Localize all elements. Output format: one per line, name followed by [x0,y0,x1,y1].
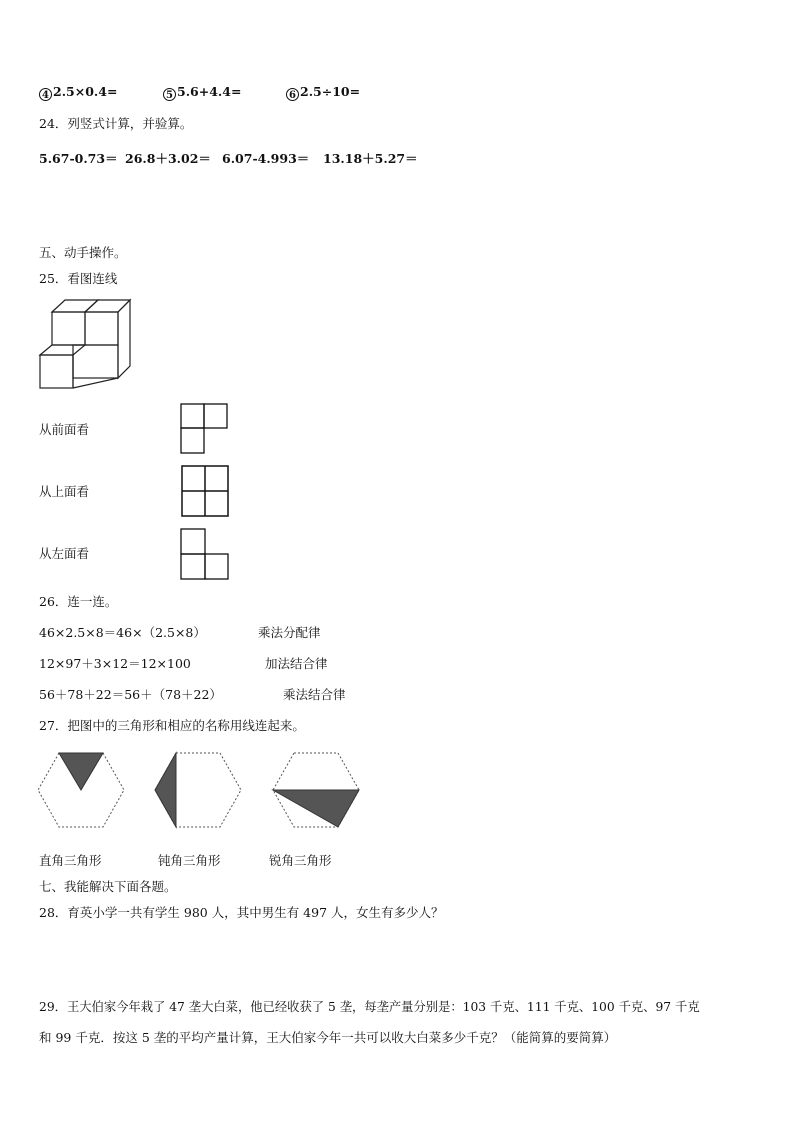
question-24-title: 24．列竖式计算，并验算。 [39,116,193,131]
triangle-label-right[interactable]: 直角三角形 [39,853,102,868]
view-label-left: 从左面看 [39,546,90,561]
match-left-1[interactable]: 46×2.5×8＝46×（2.5×8） [39,625,206,640]
hexagon-right-triangle[interactable] [38,750,128,830]
question-29-line-1: 29．王大伯家今年栽了 47 垄大白菜，他已经收获了 5 垄，每垄产量分别是：103 千克、111 千克、100 千克、97 千克 [39,1000,700,1014]
match-right-2[interactable]: 加法结合律 [265,656,328,671]
view-label-top: 从上面看 [39,484,90,499]
vertical-calc-expr-1: 5.67-0.73＝ [39,151,118,166]
expression: 5.6+4.4= [177,84,242,99]
question-27-title: 27．把图中的三角形和相应的名称用线连起来。 [39,718,305,733]
expression: 2.5÷10= [300,84,361,99]
triangle-label-acute[interactable]: 锐角三角形 [269,853,332,868]
vertical-calc-expr-3: 6.07-4.993＝ [222,151,310,166]
match-left-3[interactable]: 56＋78＋22＝56＋（78＋22） [39,687,222,702]
oral-calc-item-5 [163,84,241,101]
view-label-front: 从前面看 [39,422,90,437]
view-shape-b[interactable] [180,464,230,518]
match-left-2[interactable]: 12×97＋3×12＝12×100 [39,656,191,671]
question-26-title: 26．连一连。 [39,594,118,609]
question-28-text: 28．育英小学一共有学生 980 人，其中男生有 497 人，女生有多少人？ [39,905,444,920]
circled-number: 6 [286,88,299,101]
section-5-heading: 五、动手操作。 [39,245,127,260]
vertical-calc-expr-2: 26.8＋3.02＝ [125,151,211,166]
circled-number: 4 [39,88,52,101]
view-shape-a[interactable] [180,403,228,455]
oral-calc-item-4 [39,84,117,101]
section-7-heading: 七、我能解决下面各题。 [39,879,177,894]
question-29-line-2: 和 99 千克．按这 5 垄的平均产量计算，王大伯家今年一共可以收大白菜多少千克？（能简算的要简算） [39,1030,617,1045]
expression: 2.5×0.4= [53,84,118,99]
cube-stack-figure [38,298,130,394]
hexagon-acute-triangle[interactable] [273,750,363,830]
view-shape-c[interactable] [180,528,230,582]
circled-number: 5 [163,88,176,101]
match-right-1[interactable]: 乘法分配律 [258,625,321,640]
oral-calc-item-6 [286,84,360,101]
match-right-3[interactable]: 乘法结合律 [283,687,346,702]
triangle-label-obtuse[interactable]: 钝角三角形 [158,853,221,868]
question-25-title: 25．看图连线 [39,271,118,286]
hexagon-obtuse-triangle[interactable] [155,750,245,830]
vertical-calc-expr-4: 13.18＋5.27＝ [323,151,418,166]
